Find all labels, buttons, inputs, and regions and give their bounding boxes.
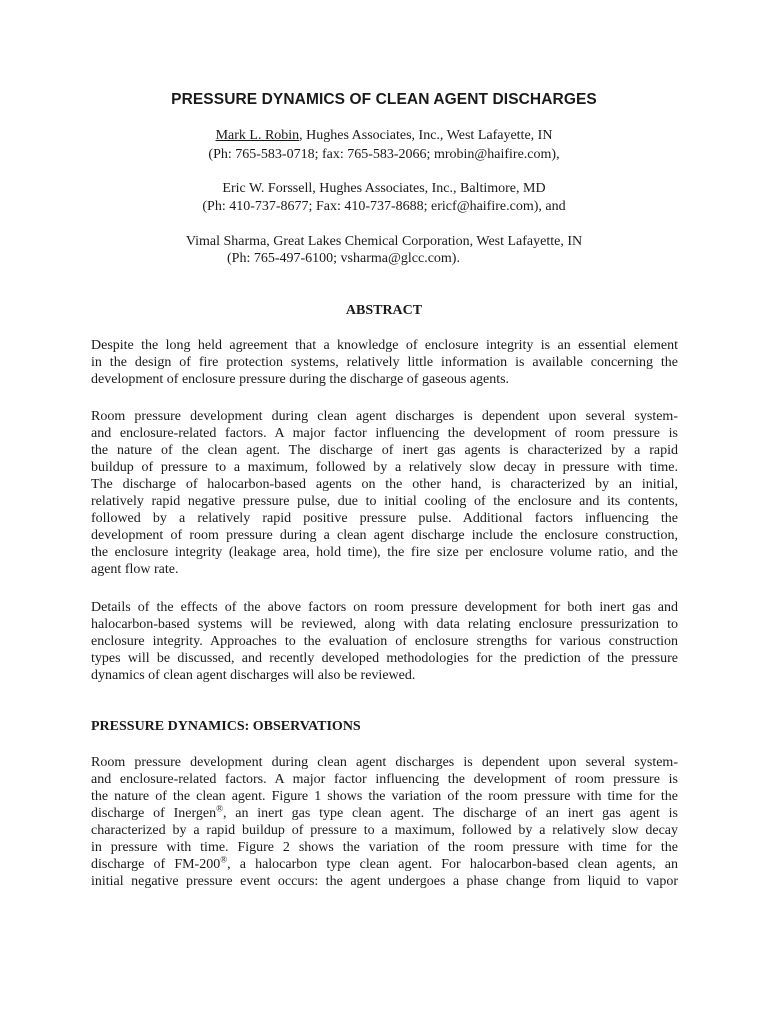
line-text-after-mark: , an inert gas type clean agent. The discharge of an inert gas agent is xyxy=(222,806,679,821)
author-2-line xyxy=(0,180,768,197)
line-text-before-mark: discharge of Inergen xyxy=(91,806,217,821)
text-line xyxy=(91,805,678,822)
line-text-after-mark: , a halocarbon type clean agent. For halocarbon-based clean agents, an xyxy=(227,857,678,872)
text-line: initial negative pressure event occurs: the agent undergoes a phase change from liquid to vapor xyxy=(91,874,678,889)
text-line: development of enclosure pressure during the discharge of gaseous agents. xyxy=(91,372,510,387)
author-2-name: Eric W. Forssell xyxy=(222,181,313,196)
author-1-contact: (Ph: 765-583-0718; fax: 765-583-2066; mrobin@haifire.com), xyxy=(208,147,560,162)
text-line: Details of the effects of the above factors on room pressure development for both inert gas and xyxy=(91,600,678,615)
author-1-name: Mark L. Robin xyxy=(215,128,300,143)
text-line: in pressure with time. Figure 2 shows the variation of the room pressure with time for the xyxy=(91,840,678,855)
text-line: halocarbon-based systems will be reviewed, along with data relating enclosure pressurization to xyxy=(91,617,678,632)
text-line: buildup of pressure to a maximum, followed by a relatively slow decay in pressure with time. xyxy=(91,460,678,475)
abstract-heading: ABSTRACT xyxy=(345,303,423,318)
author-2-contact: (Ph: 410-737-8677; Fax: 410-737-8688; ericf@haifire.com), and xyxy=(202,199,566,214)
abstract-paragraph-1 xyxy=(91,337,678,388)
author-1-line xyxy=(0,127,768,144)
section-heading: PRESSURE DYNAMICS: OBSERVATIONS xyxy=(91,719,361,734)
author-3-line xyxy=(0,233,768,250)
text-line: and enclosure-related factors. A major factor influencing the development of room pressure is xyxy=(91,426,678,441)
author-3-name: Vimal Sharma xyxy=(185,234,267,249)
registered-mark: ® xyxy=(216,803,223,814)
text-line: characterized by a rapid buildup of pressure to a maximum, followed by a relatively slow decay xyxy=(91,823,678,838)
text-line: followed by a relatively rapid positive pressure pulse. Additional factors influencing the xyxy=(91,511,678,526)
registered-mark: ® xyxy=(220,854,228,865)
text-line: Despite the long held agreement that a knowledge of enclosure integrity is an essential element xyxy=(91,338,678,353)
text-line: in the design of fire protection systems, relatively little information is available concerning the xyxy=(91,355,678,370)
text-line: and enclosure-related factors. A major factor influencing the development of room pressure is xyxy=(91,772,678,787)
text-line: the nature of the clean agent. Figure 1 shows the variation of the room pressure with time for the xyxy=(91,789,678,804)
abstract-paragraph-3 xyxy=(91,599,678,684)
text-line: the nature of the clean agent. The discharge of inert gas agents is characterized by a rapid xyxy=(91,443,678,458)
text-line: Room pressure development during clean agent discharges is dependent upon several system- xyxy=(91,755,678,770)
abstract-paragraph-2 xyxy=(91,408,678,578)
text-line: dynamics of clean agent discharges will also be reviewed. xyxy=(91,668,416,683)
text-line xyxy=(91,856,678,873)
paper-title: PRESSURE DYNAMICS OF CLEAN AGENT DISCHARGES xyxy=(171,91,597,108)
text-line: development of room pressure during a clean agent discharge include the enclosure construction, xyxy=(91,528,678,543)
line-text-before-mark: discharge of FM-200 xyxy=(91,857,221,872)
text-line: The discharge of halocarbon-based agents on the other hand, is characterized by an initial, xyxy=(91,477,678,492)
text-line: agent flow rate. xyxy=(91,562,179,577)
text-line: the enclosure integrity (leakage area, hold time), the fire size per enclosure volume ratio, and the xyxy=(91,545,678,560)
author-2-affiliation: , Hughes Associates, Inc., Baltimore, MD xyxy=(312,181,546,196)
text-line: enclosure integrity. Approaches to the evaluation of enclosure strengths for various construction xyxy=(91,634,678,649)
author-3-contact: (Ph: 765-497-6100; vsharma@glcc.com). xyxy=(227,251,460,266)
author-1-affiliation: , Hughes Associates, Inc., West Lafayette, IN xyxy=(299,128,553,143)
author-3-affiliation: , Great Lakes Chemical Corporation, West Lafayette, IN xyxy=(266,234,583,249)
section-paragraph xyxy=(91,754,678,890)
text-line: relatively rapid negative pressure pulse, due to initial cooling of the enclosure and its contents, xyxy=(91,494,678,509)
text-line: types will be discussed, and recently developed methodologies for the prediction of the pressure xyxy=(91,651,678,666)
text-line: Room pressure development during clean agent discharges is dependent upon several system- xyxy=(91,409,678,424)
